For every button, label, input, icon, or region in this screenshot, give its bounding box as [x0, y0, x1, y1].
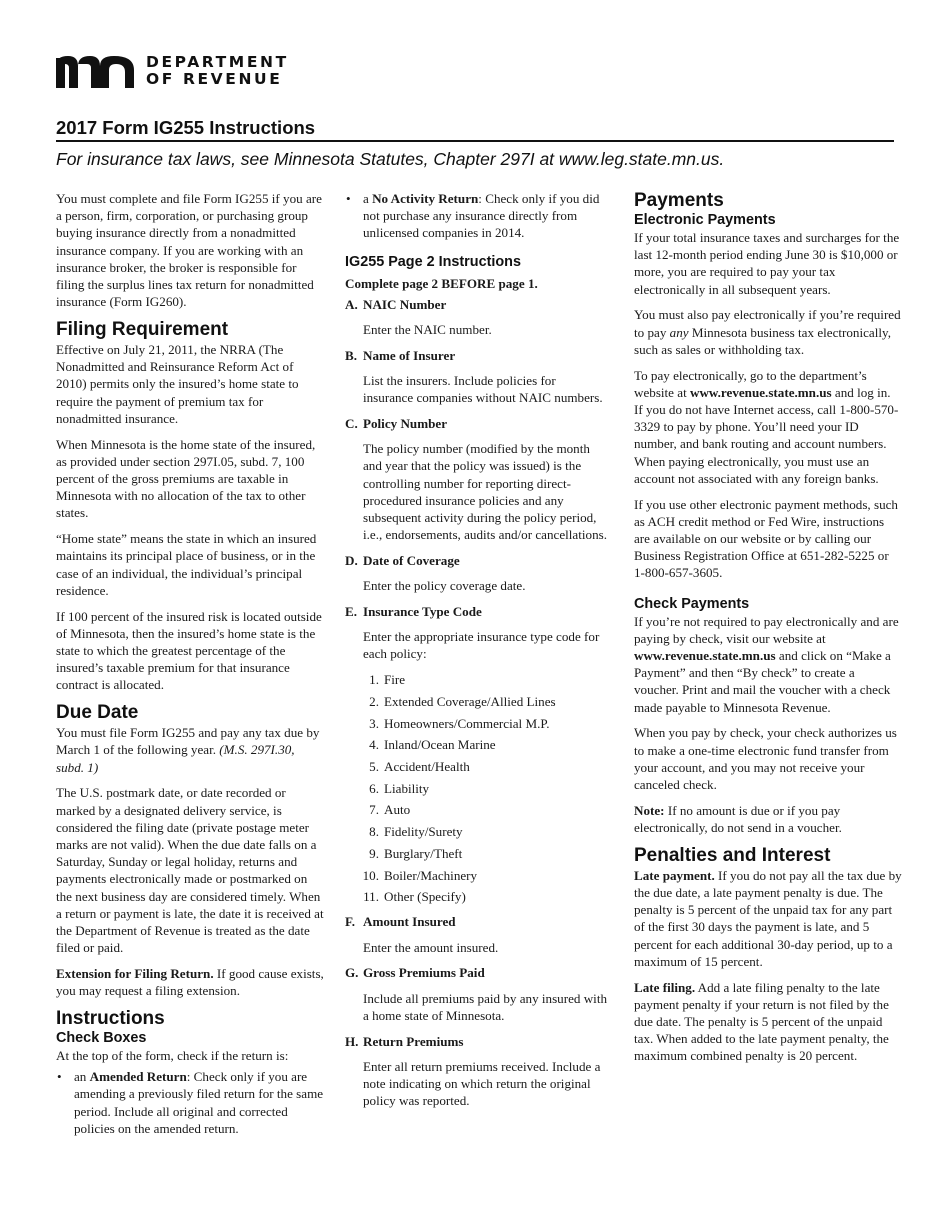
type-label: Liability [384, 780, 430, 796]
type-number: 10. [362, 867, 379, 883]
insurance-type-code-list [345, 671, 609, 905]
item-body: Include all premiums paid by any insured with a home state of Minnesota. [363, 990, 607, 1023]
insurance-type-item [345, 715, 609, 732]
insurance-type-item [345, 736, 609, 753]
page-title: 2017 Form IG255 Instructions [56, 117, 316, 138]
item-title: NAIC Number [363, 296, 447, 312]
page2-items [345, 296, 609, 663]
type-label: Auto [384, 802, 411, 818]
electronic-paragraph-3: To pay electronically, go to the department’s website at www.revenue.state.mn.us and log in. If you do not have Internet access, call 1-800-570-3329 to pay by phone. You’ll need your ID number, and bank routing and account numbers. When paying electronically, you must use an account not associated with any foreign banks. [634, 367, 899, 486]
item-title: Date of Coverage [363, 553, 460, 569]
intro-paragraph: You must complete and file Form IG255 if you are a person, firm, corporation, or purchasing group buying insurance directly from a nonadmitted insurance company. If you are working with an insurance broker, the broker is responsible for filing the surplus lines tax return for nonadmitted insurance (Form IG260). [56, 191, 322, 310]
type-label: Burglary/Theft [384, 845, 463, 861]
instructions-heading: Instructions [56, 1008, 165, 1030]
item-letter: H. [345, 1033, 359, 1049]
electronic-paragraph-4: If you use other electronic payment methods, such as ACH credit method or Fed Wire, instructions are available on our website or by calling our Business Registration Office at 651-282-5225 or 1-800-657-3605. [634, 496, 898, 581]
item-body: Enter the amount insured. [363, 939, 499, 955]
item-body: Enter all return premiums received. Include a note indicating on which return the original policy was reported. [363, 1058, 601, 1109]
page2-note: Complete page 2 BEFORE page 1. [345, 275, 538, 291]
filing-requirement-heading: Filing Requirement [56, 319, 229, 341]
extension-paragraph: Extension for Filing Return. If good cause exists, you may request a filing extension. [56, 966, 324, 999]
type-label: Inland/Ocean Marine [384, 737, 496, 753]
type-number: 2. [369, 693, 379, 709]
type-number: 3. [369, 715, 379, 731]
penalties-heading: Penalties and Interest [634, 844, 831, 866]
mn-logo-mark-icon [56, 54, 134, 88]
extension-label: Extension for Filing Return. [56, 966, 214, 982]
late-payment-label: Late payment. [634, 867, 715, 883]
insurance-type-item [345, 888, 609, 905]
item-letter: C. [345, 416, 358, 432]
column-middle [345, 190, 609, 1118]
insurance-type-item [345, 823, 609, 840]
insurance-type-item [345, 758, 609, 775]
item-heading [345, 603, 609, 620]
insurance-type-item [345, 780, 609, 797]
page-subtitle: For insurance tax laws, see Minnesota Statutes, Chapter 297I at www.leg.state.mn.us. [56, 149, 725, 169]
item-heading [345, 913, 609, 930]
check-paragraph-2: When you pay by check, your check authorizes us to make a one-time electronic fund transfer from your account, and you may not receive your canceled check. [634, 725, 897, 793]
note-paragraph: Note: If no amount is due or if you pay electronically, do not send in a voucher. [634, 802, 842, 836]
type-number: 7. [369, 802, 379, 818]
late-filing-label: Late filing. [634, 979, 696, 995]
logo-wordmark [146, 54, 289, 88]
filing-paragraph-3: “Home state” means the state in which an insured maintains its principal place of business, or in the case of an individual, the individual’s principal residence. [56, 531, 317, 598]
revenue-website-link[interactable]: www.revenue.state.mn.us [690, 384, 832, 400]
page2-instructions-heading: IG255 Page 2 Instructions [345, 253, 521, 270]
item-letter: G. [345, 965, 359, 981]
type-number: 8. [369, 824, 379, 840]
filing-paragraph-2: When Minnesota is the home state of the insured, as provided under section 297I.05, subd. 7, 100 percent of the gross premiums are taxable in Minnesota with no allocation of the tax to other states. [56, 436, 316, 521]
due-date-heading: Due Date [56, 702, 139, 724]
check-boxes-list-continued [345, 190, 609, 242]
type-number: 11. [363, 889, 379, 905]
type-number: 4. [369, 737, 379, 753]
payments-heading: Payments [634, 190, 724, 211]
item-title: Amount Insured [363, 914, 456, 930]
item-body: List the insurers. Include policies for insurance companies without NAIC numbers. [363, 373, 603, 406]
mn-revenue-logo [56, 54, 289, 88]
statute-citation: (M.S. 297I.30, subd. 1) [56, 742, 295, 775]
insurance-type-item [345, 693, 609, 710]
type-label: Fire [384, 672, 406, 688]
title-divider [56, 140, 894, 142]
item-title: Policy Number [363, 416, 448, 432]
item-title: Insurance Type Code [363, 604, 482, 620]
item-letter: F. [345, 914, 356, 930]
revenue-website-link-2[interactable]: www.revenue.state.mn.us [634, 648, 776, 664]
item-letter: D. [345, 553, 358, 569]
logo-line-1: DEPARTMENT [146, 53, 289, 71]
item-heading [345, 415, 609, 432]
due-paragraph-1: You must file Form IG255 and pay any tax due by March 1 of the following year. (M.S. 297I.30, subd. 1) [56, 725, 320, 775]
check-payments-heading: Check Payments [634, 595, 750, 612]
type-number: 6. [369, 780, 379, 796]
column-left [56, 190, 324, 1143]
item-letter: A. [345, 296, 358, 312]
type-label: Fidelity/Surety [384, 824, 463, 840]
check-boxes-heading: Check Boxes [56, 1030, 147, 1047]
logo-line-2: OF REVENUE [146, 70, 283, 88]
item-body: Enter the NAIC number. [363, 322, 492, 338]
item-heading [345, 964, 609, 981]
no-activity-label: No Activity Return [372, 191, 479, 206]
insurance-type-item [345, 845, 609, 862]
no-activity-return-item: • a No Activity Return: Check only if you did not purchase any insurance directly from unlicensed companies in 2014. [363, 190, 609, 242]
item-title: Return Premiums [363, 1033, 464, 1049]
due-paragraph-2: The U.S. postmark date, or date recorded or marked by a designated delivery service, is considered the filing date (private postage meter marks are not valid). When the due date falls on a Saturday, Sunday or legal holiday, returns and payments electronically made or postmarked on the next business day are considered timely. When a return or payment is late, the date it is received at the Department of Revenue is treated as the date filed or paid. [56, 785, 324, 956]
item-letter: B. [345, 347, 358, 363]
type-label: Extended Coverage/Allied Lines [384, 693, 556, 709]
type-label: Homeowners/Commercial M.P. [384, 715, 550, 731]
type-number: 9. [369, 845, 379, 861]
page2-items-continued [345, 913, 609, 1109]
filing-paragraph-4: If 100 percent of the insured risk is located outside of Minnesota, then the insured’s home state is the state to which the greatest percentage of the insured’s taxable premium for that insurance contract is allocated. [56, 608, 322, 693]
insurance-type-item [345, 867, 609, 884]
column-right [634, 190, 902, 1073]
check-boxes-intro: At the top of the form, check if the return is: [56, 1048, 289, 1064]
item-heading [345, 347, 609, 364]
check-paragraph-1: If you’re not required to pay electronically and are paying by check, visit our website at www.revenue.state.mn.us and click on “Make a Payment” and then “By check” to create a voucher. Print and mail the voucher with a check made payable to Minnesota Revenue. [634, 613, 899, 715]
type-number: 5. [369, 759, 379, 775]
check-boxes-list [56, 1068, 324, 1137]
item-letter: E. [345, 604, 358, 620]
late-payment-paragraph: Late payment. If you do not pay all the tax due by the due date, a late payment penalty is due. The penalty is 5 percent of the unpaid tax for any part of the first 30 days the payment is late, and 5 percent for each additional 30-day period, up to a maximum of 15 percent. [634, 867, 902, 969]
item-body: Enter the policy coverage date. [363, 578, 526, 594]
insurance-type-item [345, 671, 609, 688]
late-filing-paragraph: Late filing. Add a late filing penalty to the late payment penalty if your return is not filed by the due date. The penalty is 5 percent of the unpaid tax. When added to the late payment penalty, the maximum combined penalty is 20 percent. [634, 979, 889, 1064]
filing-paragraph-1: Effective on July 21, 2011, the NRRA (The Nonadmitted and Reinsurance Reform Act of 2010) permits only the insured’s home state to require the payment of premium tax for nonadmitted insurance. [56, 342, 299, 426]
item-title: Gross Premiums Paid [363, 965, 485, 981]
amended-return-item: • an Amended Return: Check only if you are amending a previously filed return for the same period. Include all original and corrected policies on the amended return. [74, 1068, 324, 1137]
item-heading [345, 1033, 609, 1050]
electronic-paragraph-1: If your total insurance taxes and surcharges for the last 12-month period ending June 30 is $10,000 or more, you are required to pay your tax electronically in all subsequent years. [634, 230, 900, 297]
type-number: 1. [369, 672, 379, 688]
note-label: Note: [634, 802, 665, 818]
amended-return-label: Amended Return [89, 1069, 187, 1085]
type-label: Other (Specify) [384, 889, 466, 905]
item-body: Enter the appropriate insurance type code for each policy: [363, 629, 600, 662]
item-heading [345, 296, 609, 313]
insurance-type-item [345, 801, 609, 818]
item-title: Name of Insurer [363, 347, 456, 363]
electronic-payments-heading: Electronic Payments [634, 212, 776, 228]
type-label: Boiler/Machinery [384, 867, 478, 883]
item-heading [345, 552, 609, 569]
electronic-paragraph-2: You must also pay electronically if you’re required to pay any Minnesota business tax electronically, such as sales or withholding tax. [634, 307, 901, 357]
type-label: Accident/Health [384, 759, 470, 775]
item-body: The policy number (modified by the month and year that the policy was issued) is the controlling number for reporting direct-procedured insurance policies and any subsequent activity during the policy period, i.e., endorsements, audits and/or cancellations. [363, 441, 607, 543]
